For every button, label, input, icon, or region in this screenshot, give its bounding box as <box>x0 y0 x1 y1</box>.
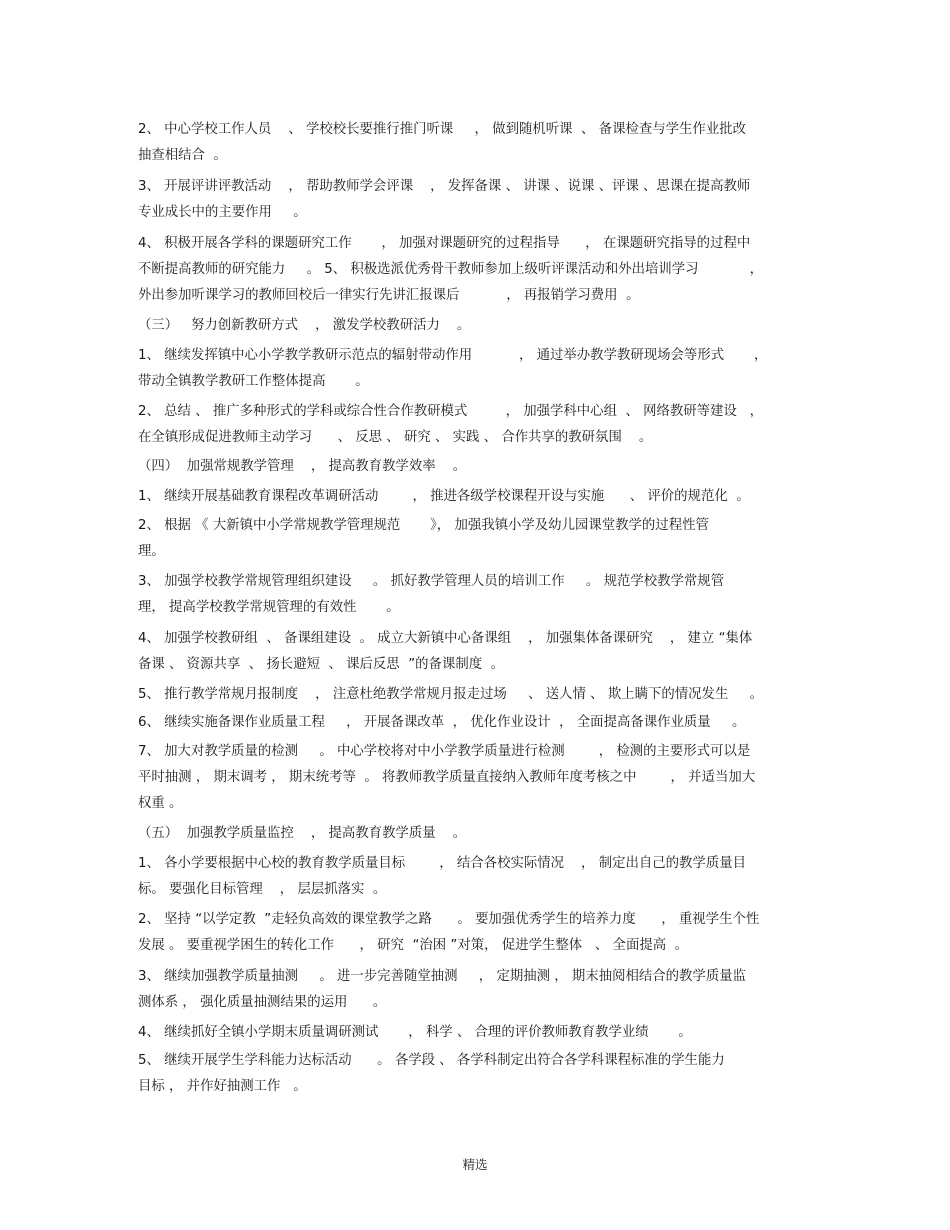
text-line: 1、 继续开展基础教育课程改革调研活动 ， 推进各级学校课程开设与实施 、 评价的规范化 。 <box>138 489 750 504</box>
text-line: 4、 积极开展各学科的课题研究工作 ， 加强对课题研究的过程指导 ， 在课题研究指导的过程中 <box>138 236 751 251</box>
text-line: 测体系 ， 强化质量抽测结果的运用 。 <box>138 995 387 1010</box>
text-line: 6、 继续实施备课作业质量工程 ， 开展备课改革 ， 优化作业设计 ， 全面提高备课作业质量 。 <box>138 715 746 730</box>
text-line: 在全镇形成促进教师主动学习 、 反思 、 研究 、 实践 、 合作共享的教研氛围 。 <box>138 430 653 445</box>
text-line: 5、 推行教学常规月报制度 ， 注意杜绝教学常规月报走过场 、 送人情 、 欺上瞒下的情况发生 。 <box>138 687 764 702</box>
section-heading: （三） 努力创新教研方式 ， 激发学校教研活力 。 <box>138 318 471 333</box>
text-line: 带动全镇教学教研工作整体提高 。 <box>138 374 369 389</box>
section-heading: （五） 加强教学质量监控 ， 提高教育教学质量 。 <box>138 826 467 841</box>
text-line: 3、 开展评讲评教活动 ， 帮助教师学会评课 ， 发挥备课 、 讲课 、说课 、评课 、思课在提高教师 <box>138 179 751 194</box>
text-line: 发展 。 要重视学困生的转化工作 ， 研究 “治困 ”对策， 促进学生整体 、 全面提高 。 <box>138 938 689 953</box>
text-line: 7、 加大对教学质量的检测 。 中心学校将对中小学教学质量进行检测 ， 检测的主要形式可以是 <box>138 744 751 759</box>
text-line: 2、 坚持 “以学定教 ”走轻负高效的课堂教学之路 。 要加强优秀学生的培养力度 ， 重视学生个性 <box>138 912 760 927</box>
text-line: 3、 继续加强教学质量抽测 。 进一步完善随堂抽测 ， 定期抽测 ， 期末抽阅相结合的教学质量监 <box>138 969 746 984</box>
text-line: 目标 ， 并作好抽测工作 。 <box>138 1079 307 1094</box>
text-line: 4、 继续抓好全镇小学期末质量调研测试 ， 科学 、 合理的评价教师教育教学业绩 。 <box>138 1025 692 1040</box>
text-line: 2、 根据 《 大新镇中小学常规教学管理规范 》， 加强我镇小学及幼儿园课堂教学的过程性管 <box>138 518 709 533</box>
text-line: 5、 继续开展学生学科能力达标活动 。 各学段 、 各学科制定出符合各学科课程标准的学生能力 <box>138 1053 725 1068</box>
text-line: 1、 各小学要根据中心校的教育教学质量目标 ， 结合各校实际情况 ， 制定出自己的教学质量目 <box>138 856 746 871</box>
text-line: 平时抽测 ， 期末调考 ， 期末统考等 。 将教师教学质量直接纳入教师年度考核之中 ， 并适当加大 <box>138 770 756 785</box>
text-line: 不断提高教师的研究能力 。 5、 积极选派优秀骨干教师参加上级听评课活动和外出培训学习 ， <box>138 262 764 277</box>
text-line: 2、 中心学校工作人员 、 学校校长要推行推门听课 ， 做到随机听课 、 备课检查与学生作业批改 <box>138 122 746 137</box>
text-line: 2、 总结 、 推广多种形式的学科或综合性合作教研模式 ， 加强学科中心组 、 网络教研等建设 ， <box>138 404 764 419</box>
text-line: 4、 加强学校教研组 、 备课组建设 。 成立大新镇中心备课组 ， 加强集体备课研究 ， 建立 “集体 <box>138 631 753 646</box>
text-line: 权重 。 <box>138 796 183 811</box>
text-line: 外出参加听课学习的教师回校后一律实行先讲汇报课后 ， 再报销学习费用 。 <box>138 288 640 303</box>
page-footer: 精选 <box>462 1157 488 1172</box>
text-line: 理， 提高学校教学常规管理的有效性 。 <box>138 600 400 615</box>
text-line: 标。 要强化目标管理 ， 层层抓落实 。 <box>138 882 387 897</box>
text-line: 理。 <box>138 544 165 559</box>
text-line: 备课 、 资源共享 、 扬长避短 、 课后反思 ”的备课制度 。 <box>138 657 504 672</box>
text-line: 1、 继续发挥镇中心小学教学教研示范点的辐射带动作用 ， 通过举办教学教研现场会等形式 ， <box>138 348 768 363</box>
text-line: 专业成长中的主要作用 。 <box>138 205 307 220</box>
text-line: 3、 加强学校教学常规管理组织建设 。 抓好教学管理人员的培训工作 。 规范学校教学常规管 <box>138 574 725 589</box>
text-line: 抽查相结合 。 <box>138 148 227 163</box>
section-heading: （四） 加强常规教学管理 ， 提高教育教学效率 。 <box>138 459 467 474</box>
